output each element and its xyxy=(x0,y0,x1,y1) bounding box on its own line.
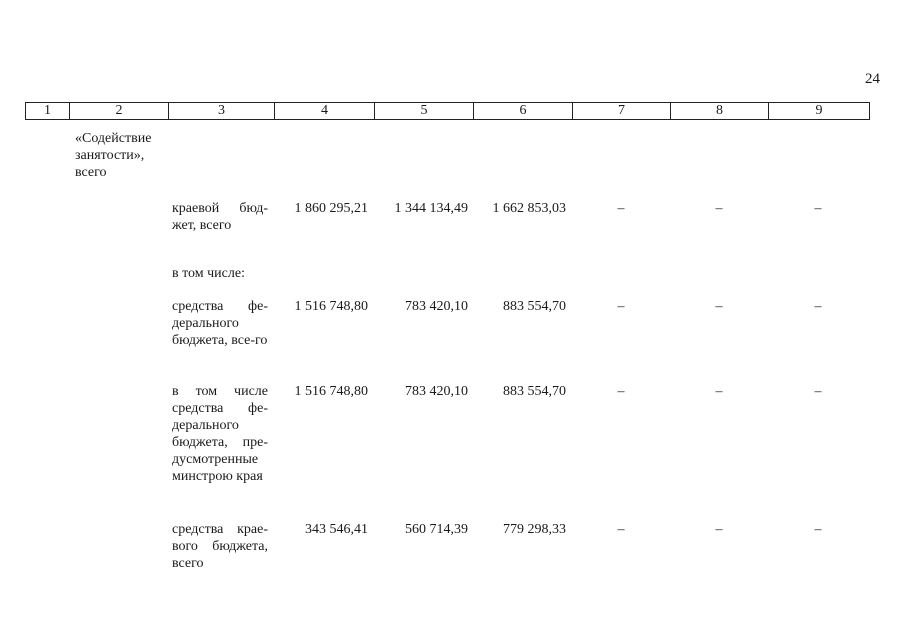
value-col6: 883 554,70 xyxy=(503,384,566,399)
row-label: в том числе средства фе-дерального бюджета, пре-дусмотренные минстрою края xyxy=(172,384,268,484)
header-cell: 5 xyxy=(375,103,474,120)
value-col5: 783 420,10 xyxy=(405,299,468,314)
value-col4: 1 860 295,21 xyxy=(294,201,368,216)
value-col7: – xyxy=(617,384,625,399)
value-col9: – xyxy=(814,201,822,216)
program-title: «Содействие занятости», всего xyxy=(75,131,152,180)
value-col6: 779 298,33 xyxy=(503,522,566,537)
value-col8: – xyxy=(715,522,723,537)
header-cell: 9 xyxy=(769,103,870,120)
header-cell: 2 xyxy=(70,103,169,120)
column-number-header xyxy=(25,102,870,120)
row-label: краевой бюд-жет, всего xyxy=(172,201,268,233)
value-col5: 560 714,39 xyxy=(405,522,468,537)
header-cell: 8 xyxy=(671,103,769,120)
value-col9: – xyxy=(814,384,822,399)
row-label: в том числе: xyxy=(172,266,245,281)
value-col4: 1 516 748,80 xyxy=(294,384,368,399)
value-col7: – xyxy=(617,201,625,216)
page-number: 24 xyxy=(865,71,880,87)
value-col8: – xyxy=(715,299,723,314)
row-label: средства фе-дерального бюджета, все-го xyxy=(172,299,268,348)
value-col8: – xyxy=(715,201,723,216)
value-col7: – xyxy=(617,522,625,537)
value-col6: 1 662 853,03 xyxy=(492,201,566,216)
value-col9: – xyxy=(814,522,822,537)
value-col5: 783 420,10 xyxy=(405,384,468,399)
header-cell: 6 xyxy=(474,103,573,120)
value-col6: 883 554,70 xyxy=(503,299,566,314)
value-col8: – xyxy=(715,384,723,399)
header-cell: 3 xyxy=(169,103,275,120)
value-col5: 1 344 134,49 xyxy=(394,201,468,216)
header-cell: 1 xyxy=(26,103,70,120)
value-col4: 343 546,41 xyxy=(305,522,368,537)
value-col7: – xyxy=(617,299,625,314)
header-cell: 4 xyxy=(275,103,375,120)
header-cell: 7 xyxy=(573,103,671,120)
row-label: средства крае-вого бюджета, всего xyxy=(172,522,268,571)
header-row xyxy=(26,103,870,120)
value-col9: – xyxy=(814,299,822,314)
value-col4: 1 516 748,80 xyxy=(294,299,368,314)
